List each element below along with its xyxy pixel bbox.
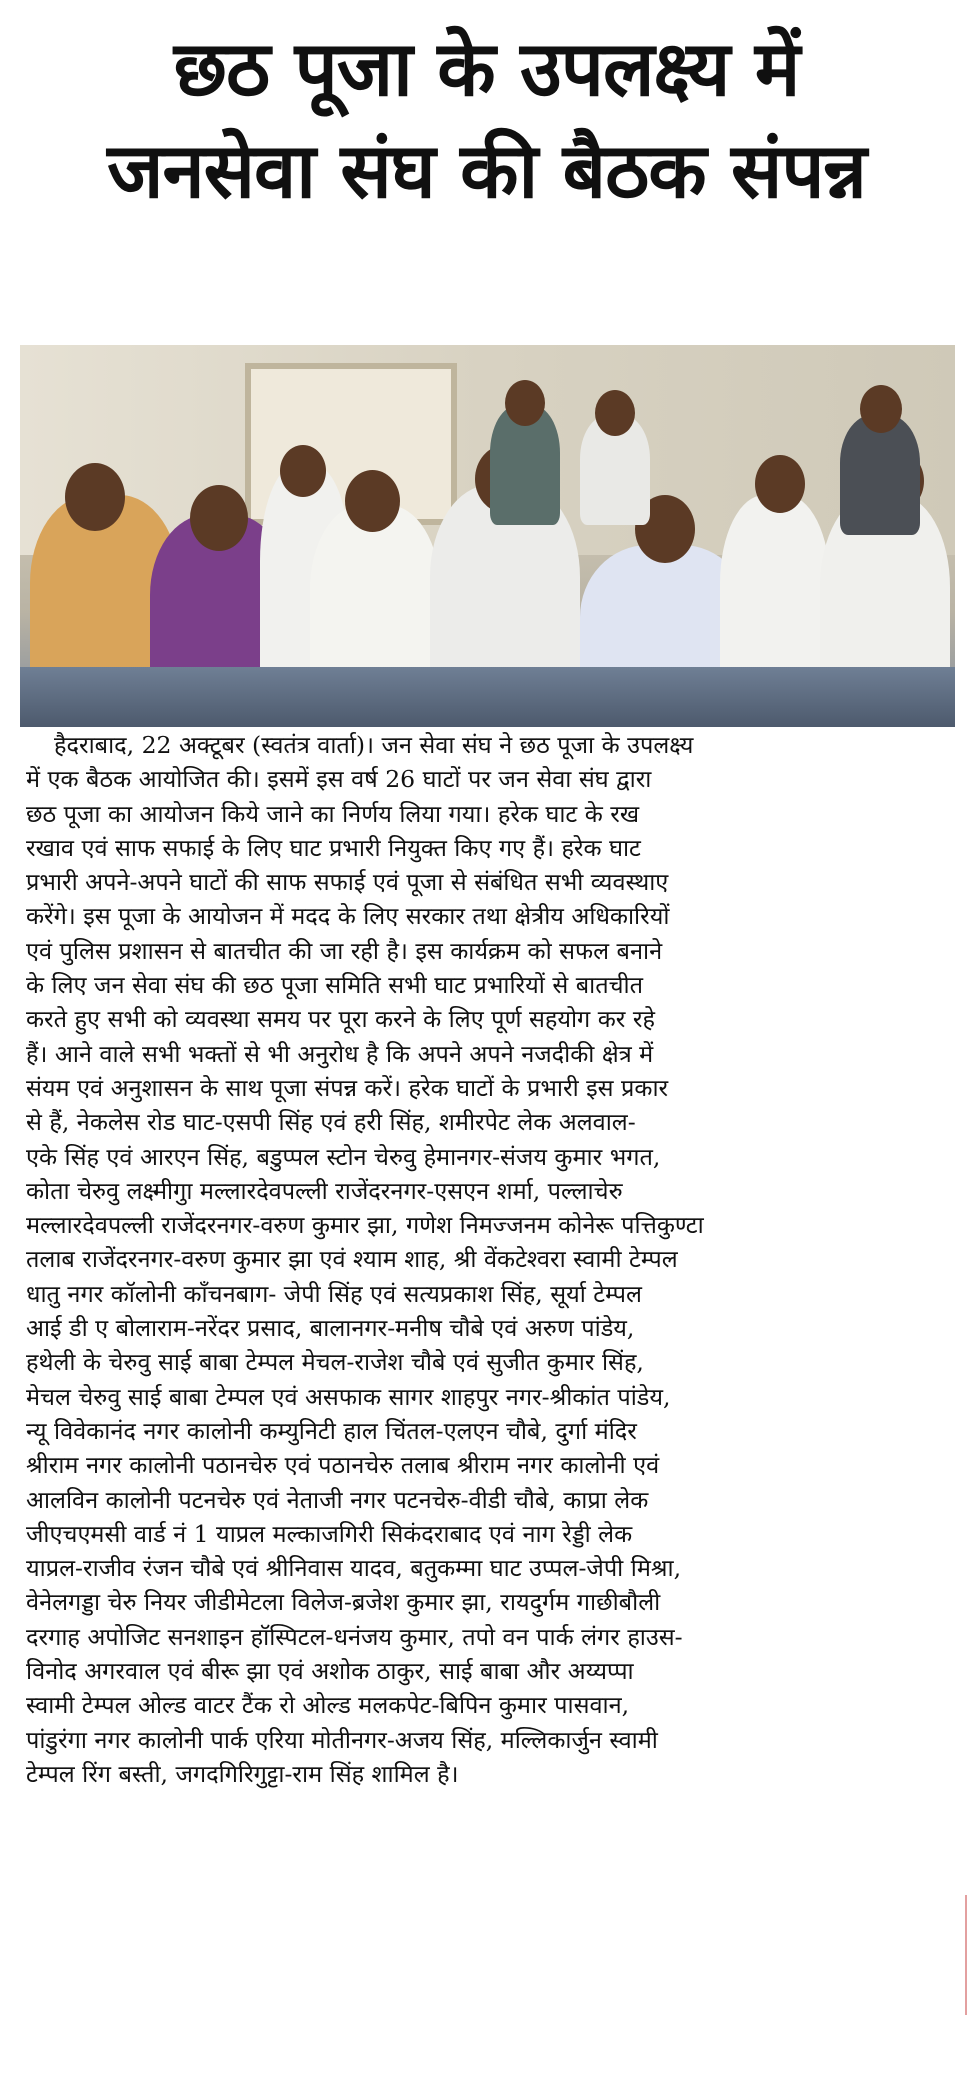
article-line: दरगाह अपोजिट सनशाइन हॉस्पिटल-धनंजय कुमार, तपो वन पार्क लंगर हाउस- [26, 1622, 683, 1651]
page-edge-mark [965, 1895, 973, 2015]
article-line: याप्रल-राजीव रंजन चौबे एवं श्रीनिवास यादव, बतुकम्मा घाट उप्पल-जेपी मिश्रा, [26, 1554, 682, 1583]
article-line: छठ पूजा का आयोजन किये जाने का निर्णय लिया गया। हरेक घाट के रख [26, 799, 640, 828]
article-line: प्रभारी अपने-अपने घाटों की साफ सफाई एवं पूजा से संबंधित सभी व्यवस्थाए [26, 868, 669, 897]
article-line: से हैं, नेकलेस रोड घाट-एसपी सिंह एवं हरी सिंह, शमीरपेट लेक अलवाल- [26, 1108, 636, 1137]
article-line: धातु नगर कॉलोनी काँचनबाग- जेपी सिंह एवं सत्यप्रकाश सिंह, सूर्या टेम्पल [26, 1279, 642, 1308]
article-line: में एक बैठक आयोजित की। इसमें इस वर्ष 26 घाटों पर जन सेवा संघ द्वारा [26, 765, 652, 794]
article-line: करेंगे। इस पूजा के आयोजन में मदद के लिए सरकार तथा क्षेत्रीय अधिकारियों [26, 902, 670, 931]
article-line: पांडुरंगा नगर कालोनी पार्क एरिया मोतीनगर-अजय सिंह, मल्लिकार्जुन स्वामी [26, 1725, 658, 1754]
article-line: विनोद अगरवाल एवं बीरू झा एवं अशोक ठाकुर, साई बाबा और अय्यप्पा [26, 1657, 634, 1686]
article-line: टेम्पल रिंग बस्ती, जगदगिरिगुट्टा-राम सिंह शामिल है। [26, 1759, 459, 1788]
group-photo [20, 345, 955, 727]
article-line: हथेली के चेरुवु साई बाबा टेम्पल मेचल-राजेश चौबे एवं सुजीत कुमार सिंह, [26, 1348, 644, 1377]
article-line: न्यू विवेकानंद नगर कालोनी कम्युनिटी हाल चिंतल-एलएन चौबे, दुर्गा मंदिर [26, 1416, 637, 1445]
article-line: श्रीराम नगर कालोनी पठानचेरु एवं पठानचेरु तलाब श्रीराम नगर कालोनी एवं [26, 1451, 660, 1480]
article-line: हैं। आने वाले सभी भक्तों से भी अनुरोध है कि अपने अपने नजदीकी क्षेत्र में [26, 1039, 654, 1068]
headline [0, 18, 973, 222]
article-line: वेनेलगड्डा चेरु नियर जीडीमेटला विलेज-ब्रजेश कुमार झा, रायदुर्गम गाछीबौली [26, 1588, 661, 1617]
article-line: जीएचएमसी वार्ड नं 1 याप्रल मल्काजगिरी सिकंदराबाद एवं नाग रेड्डी लेक [26, 1519, 633, 1548]
article-line: मेचल चेरुवु साई बाबा टेम्पल एवं असफाक सागर शाहपुर नगर-श्रीकांत पांडेय, [26, 1382, 671, 1411]
article-line: एवं पुलिस प्रशासन से बातचीत की जा रही है। इस कार्यक्रम को सफल बनाने [26, 936, 663, 965]
article-body [26, 728, 954, 1791]
article-line: स्वामी टेम्पल ओल्ड वाटर टैंक रो ओल्ड मलकपेट-बिपिन कुमार पासवान, [26, 1691, 630, 1720]
article-line: करते हुए सभी को व्यवस्था समय पर पूरा करने के लिए पूर्ण सहयोग कर रहे [26, 1005, 655, 1034]
headline-line-1: छठ पूजा के उपलक्ष्य में [173, 24, 800, 113]
article-line: तलाब राजेंदरनगर-वरुण कुमार झा एवं श्याम शाह, श्री वेंकटेश्वरा स्वामी टेम्पल [26, 1245, 678, 1274]
article-line: कोता चेरुवु लक्ष्मीगुा मल्लारदेवपल्ली राजेंदरनगर-एसएन शर्मा, पल्लाचेरु [26, 1176, 623, 1205]
article-line: आलविन कालोनी पटनचेरु एवं नेताजी नगर पटनचेरु-वीडी चौबे, काप्रा लेक [26, 1485, 649, 1514]
article-line: एके सिंह एवं आरएन सिंह, बडुप्पल स्टोन चेरुवु हेमानगर-संजय कुमार भगत, [26, 1142, 661, 1171]
article-line: रखाव एवं साफ सफाई के लिए घाट प्रभारी नियुक्त किए गए हैं। हरेक घाट [26, 833, 641, 862]
article-line: हैदराबाद, 22 अक्टूबर (स्वतंत्र वार्ता)। जन सेवा संघ ने छठ पूजा के उपलक्ष्य [54, 731, 694, 759]
article-line: आई डी ए बोलाराम-नरेंदर प्रसाद, बालानगर-मनीष चौबे एवं अरुण पांडेय, [26, 1314, 635, 1343]
article-line: संयम एवं अनुशासन के साथ पूजा संपन्न करें। हरेक घाटों के प्रभारी इस प्रकार [26, 1073, 669, 1102]
article-line: के लिए जन सेवा संघ की छठ पूजा समिति सभी घाट प्रभारियों से बातचीत [26, 971, 643, 1000]
headline-line-2: जनसेवा संघ की बैठक संपन्न [107, 126, 866, 215]
article-line: मल्लारदेवपल्ली राजेंदरनगर-वरुण कुमार झा, गणेश निमज्जनम कोनेरू पत्तिकुण्टा [26, 1211, 704, 1240]
